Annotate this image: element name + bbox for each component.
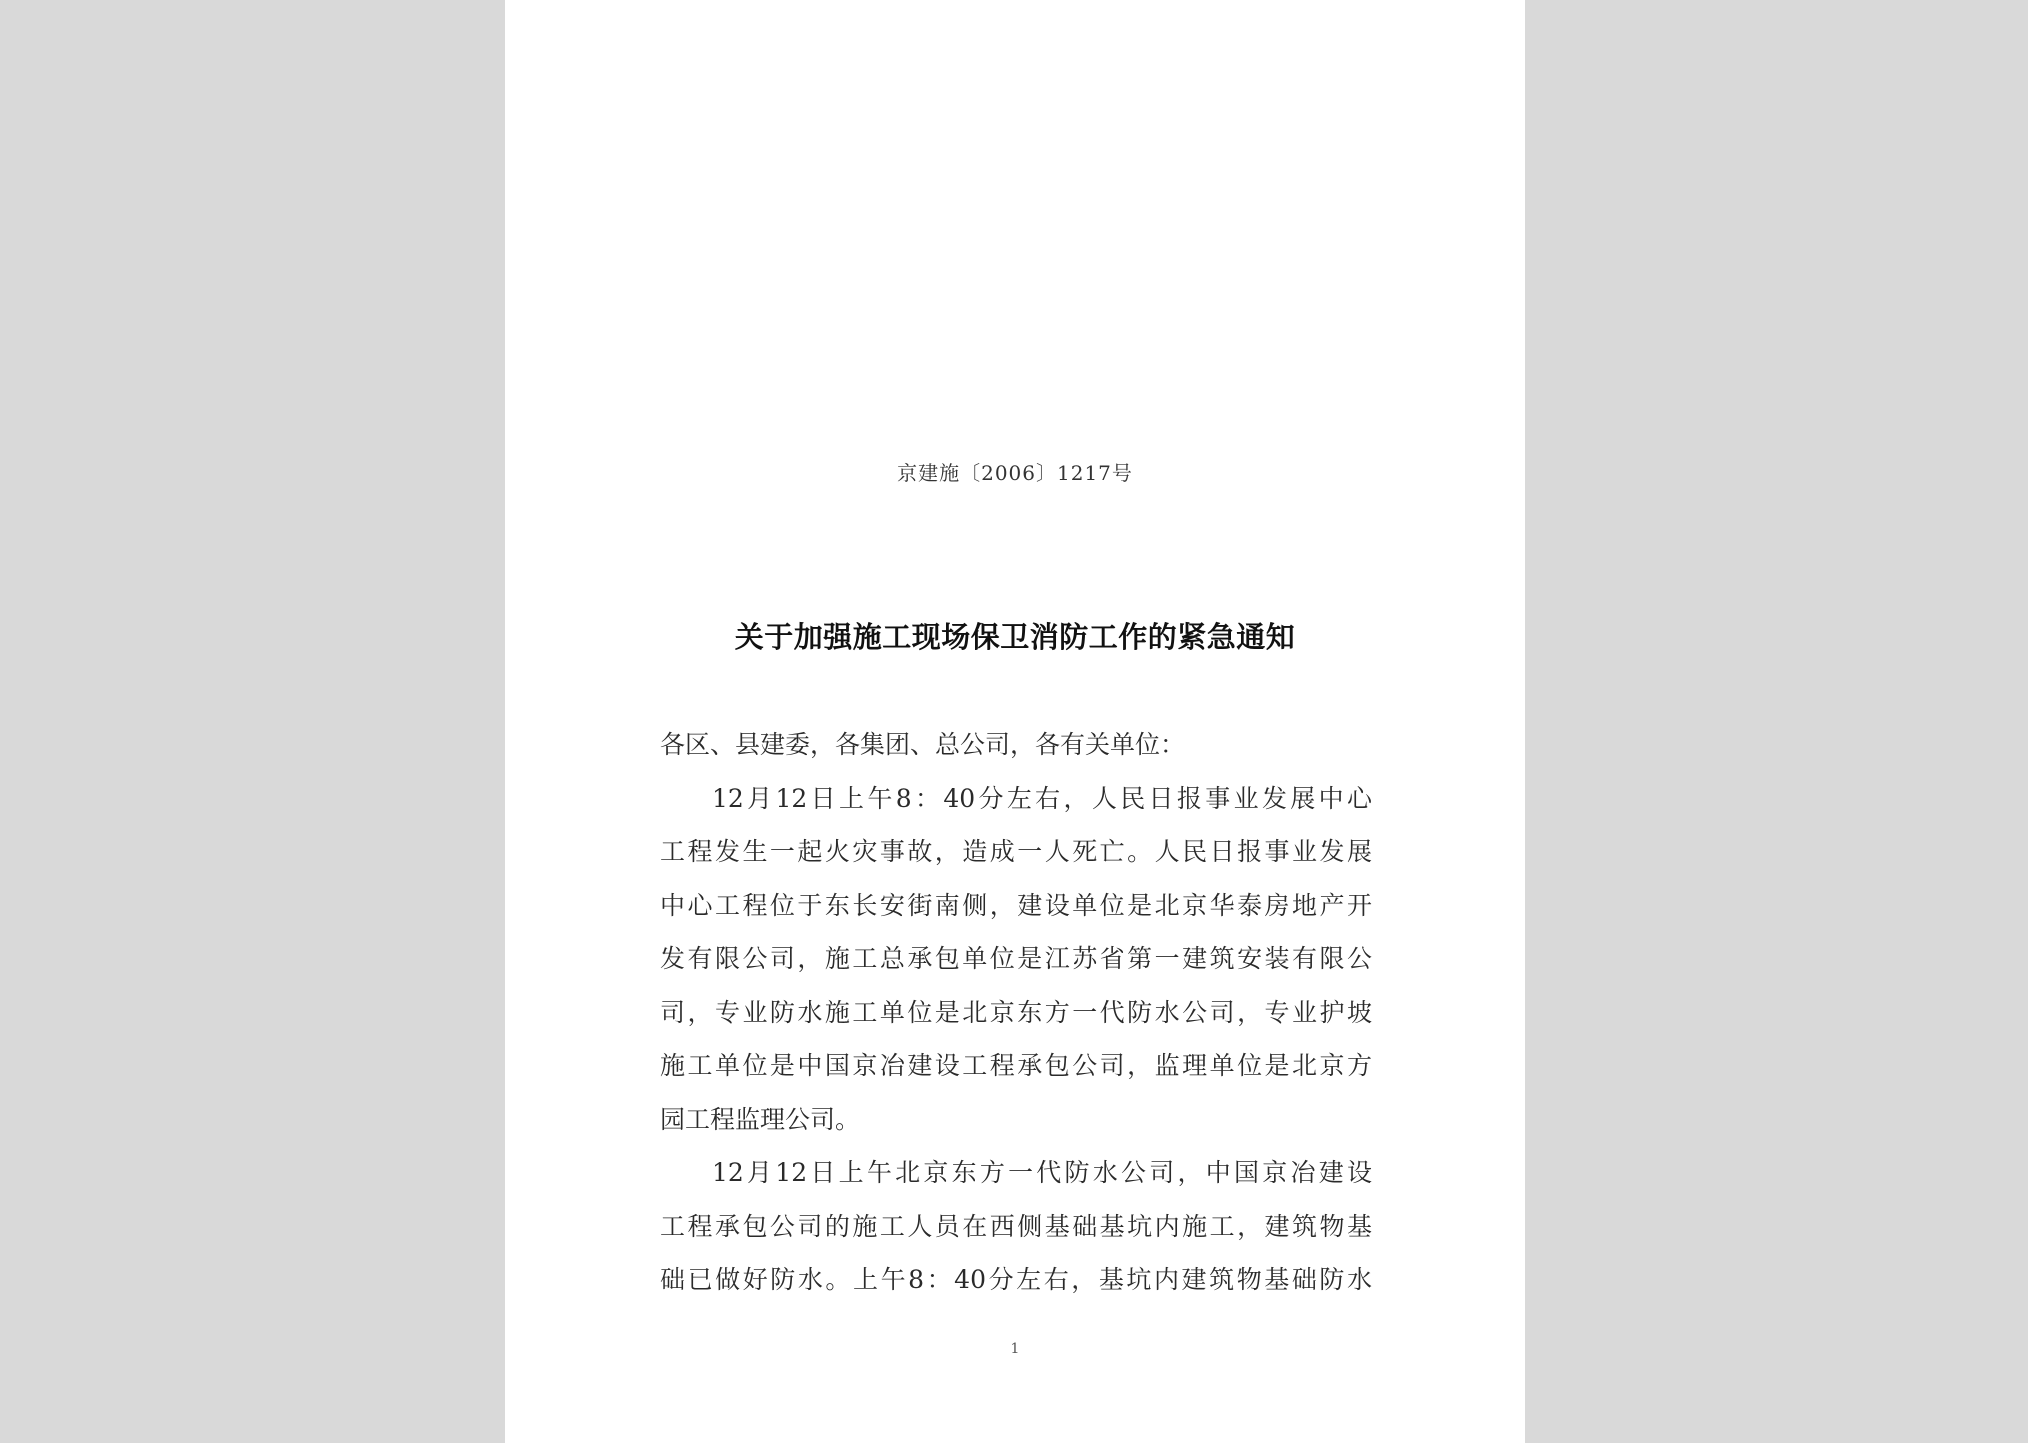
paragraph-line: 司，专业防水施工单位是北京东方一代防水公司，专业护坡 [660, 997, 1372, 1027]
paragraph-line: 园工程监理公司。 [660, 1104, 861, 1134]
document-number: 京建施〔2006〕1217号 [897, 461, 1133, 485]
page-number: 1 [1010, 1341, 1020, 1357]
paragraph-line: 础已做好防水。上午8：40分左右，基坑内建筑物基础防水 [660, 1265, 1372, 1294]
greeting-line: 各区、县建委，各集团、总公司，各有关单位： [660, 730, 1186, 759]
paragraph-line: 12月12日上午8：40分左右，人民日报事业发展中心 [712, 783, 1372, 813]
paragraph-line: 施工单位是中国京冶建设工程承包公司，监理单位是北京方 [660, 1051, 1372, 1080]
paragraph-line: 工程承包公司的施工人员在西侧基础基坑内施工，建筑物基 [660, 1211, 1372, 1241]
paragraph-line: 发有限公司，施工总承包单位是江苏省第一建筑安装有限公 [660, 944, 1372, 973]
paragraph-line: 中心工程位于东长安街南侧，建设单位是北京华泰房地产开 [660, 890, 1372, 920]
paragraph-line: 工程发生一起火灾事故，造成一人死亡。人民日报事业发展 [660, 837, 1372, 866]
paragraph-line: 12月12日上午北京东方一代防水公司，中国京冶建设 [712, 1158, 1372, 1187]
paragraph-2 [660, 1146, 1372, 1307]
paragraph-1 [660, 772, 1372, 1147]
document-title: 关于加强施工现场保卫消防工作的紧急通知 [734, 620, 1296, 654]
document-body [660, 718, 1372, 1307]
document-page [505, 0, 1525, 1443]
